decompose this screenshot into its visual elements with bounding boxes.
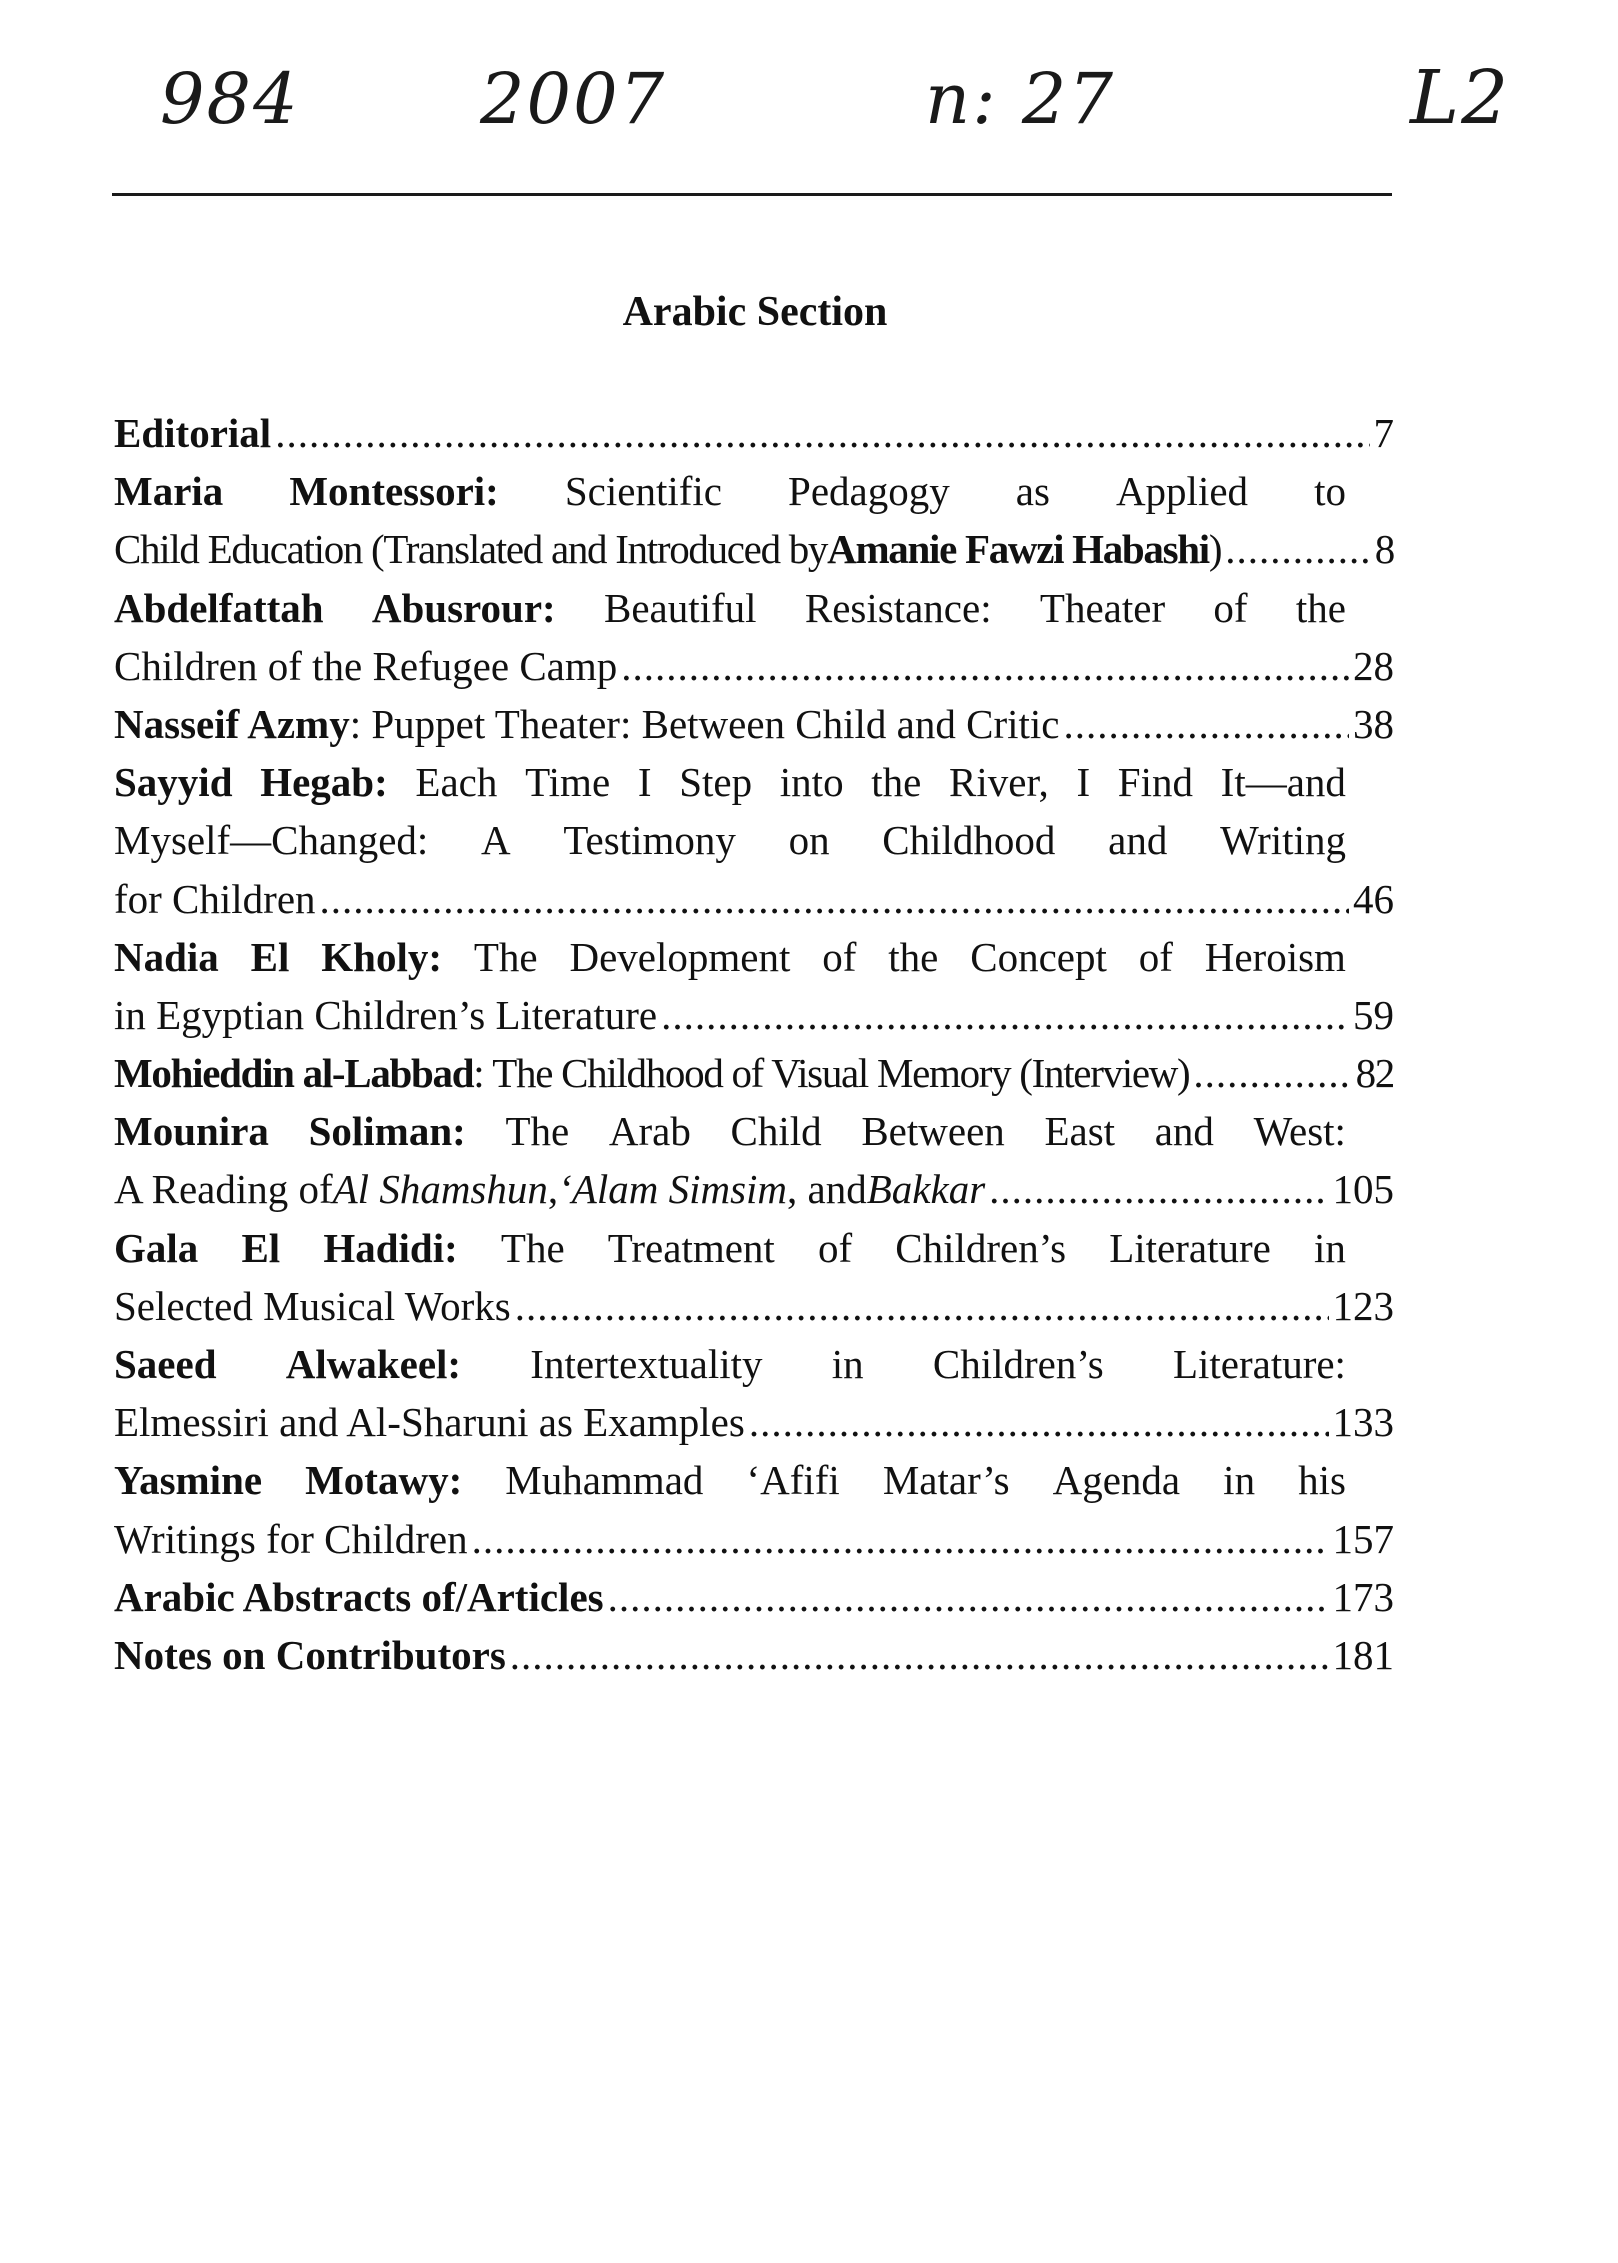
author-name-part: Abusrour: (371, 584, 556, 631)
author-name-part: El (241, 1224, 281, 1271)
dot-leader (275, 404, 1369, 462)
toc-entry-contributors (114, 1626, 1394, 1684)
title-word: Step (679, 759, 753, 806)
title-word: his (1298, 1457, 1346, 1504)
dot-leader (661, 986, 1349, 1044)
toc-entry-montessori (114, 462, 1394, 578)
author-colon: : (473, 1050, 493, 1097)
title-word: Children’s (895, 1224, 1067, 1271)
toc-entry-abstracts (114, 1568, 1394, 1626)
title-word: of (822, 933, 857, 980)
toc-entry-abusrour (114, 579, 1394, 695)
title-word: Literature: (1172, 1341, 1346, 1387)
author-name: Nasseif Azmy (114, 700, 350, 747)
title-word: Agenda (1052, 1457, 1181, 1504)
title-word: of (1213, 584, 1248, 631)
dot-leader (320, 870, 1349, 928)
author-name: Mohieddin al-Labbad (114, 1050, 474, 1097)
entry-title: Editorial (114, 410, 272, 456)
justified-line (114, 579, 1346, 637)
italic-title: ‘Alam Simsim (558, 1166, 788, 1213)
title-word: Beautiful (603, 584, 757, 631)
title-word: Treatment (607, 1224, 775, 1271)
justified-line (114, 462, 1346, 520)
dot-leader (749, 1393, 1329, 1451)
title-word: I (637, 759, 652, 806)
toc-entry-hegab (114, 753, 1394, 928)
entry-title-text: Selected Musical Works (114, 1282, 511, 1329)
title-word: The (473, 933, 538, 980)
dot-leader (515, 1277, 1329, 1335)
title-word: Find (1117, 759, 1193, 806)
entry-title-text: Writings for Children (114, 1515, 468, 1562)
dot-leader (989, 1160, 1328, 1218)
handwritten-mark: L2 (1410, 55, 1511, 141)
entry-title-text: Elmessiri and Al-Sharuni as Examples (114, 1399, 745, 1446)
handwritten-issue: n: 27 (925, 58, 1115, 140)
page-number: 173 (1332, 1573, 1394, 1620)
author-name-part: El (250, 933, 290, 980)
dot-leader (1064, 695, 1350, 753)
toc-entry-azmy (114, 695, 1394, 753)
header-rule (112, 193, 1392, 196)
justified-line (114, 811, 1346, 869)
title-word: Heroism (1204, 933, 1346, 980)
justified-line (114, 928, 1346, 986)
title-word: of (1138, 933, 1173, 980)
author-name-part: Hegab: (260, 759, 388, 806)
handwritten-call-number: 984 (160, 58, 300, 140)
dot-leader (472, 1510, 1329, 1568)
title-word: in (1314, 1224, 1346, 1271)
title-word: Pedagogy (788, 468, 950, 515)
title-word: ‘Afifi (746, 1457, 840, 1504)
author-name-part: Alwakeel: (285, 1341, 462, 1387)
author-name-part: Soliman: (308, 1108, 466, 1155)
title-word: as (1015, 468, 1050, 515)
title-word: Scientific (564, 468, 722, 515)
author-name-part: Montessori: (289, 468, 499, 515)
entry-title: Notes on Contributors (114, 1631, 506, 1678)
entry-title-text: in Egyptian Children’s Literature (114, 991, 658, 1038)
title-word: The (500, 1224, 565, 1271)
title-word: Testimony (563, 817, 736, 864)
handwritten-year: 2007 (480, 58, 667, 140)
table-of-contents (114, 404, 1394, 1684)
justified-line (114, 1451, 1346, 1509)
title-word: It—and (1220, 759, 1346, 806)
italic-title: Al Shamshun (332, 1166, 548, 1213)
entry-title-text: The Childhood of Visual Memory (Interview) (492, 1050, 1190, 1097)
author-name-part: Motawy: (305, 1457, 463, 1504)
toc-entry-el-hadidi (114, 1219, 1394, 1335)
title-word: West: (1253, 1108, 1346, 1155)
page-number: 133 (1332, 1399, 1394, 1446)
dot-leader (1225, 520, 1371, 578)
dot-leader (608, 1568, 1329, 1626)
entry-title-text: Child Education (Translated and Introduced by (114, 526, 828, 573)
title-word: Children’s (932, 1341, 1104, 1387)
page-number: 181 (1332, 1631, 1394, 1678)
author-name-part: Gala (114, 1224, 199, 1271)
separator: , (547, 1166, 559, 1213)
title-word: Arab (608, 1108, 691, 1155)
page-number: 28 (1353, 642, 1394, 689)
entry-title-text: for Children (114, 875, 316, 922)
author-name-part: Maria (114, 468, 224, 515)
title-word: in (1223, 1457, 1256, 1504)
justified-line (114, 1102, 1346, 1160)
dot-leader (510, 1626, 1329, 1684)
title-word: The (505, 1108, 570, 1155)
author-colon: : (349, 700, 372, 747)
entry-title-text: A Reading of (114, 1166, 333, 1213)
author-name-part: Mounira (114, 1108, 269, 1155)
title-word: to (1314, 468, 1346, 515)
title-word: and (1154, 1108, 1214, 1155)
page-number: 82 (1355, 1050, 1394, 1097)
entry-title-text: Puppet Theater: Between Child and Critic (371, 700, 1060, 747)
title-word: River, (949, 759, 1049, 806)
title-word: on (788, 817, 830, 864)
title-word: into (779, 759, 844, 806)
author-name-part: Sayyid (114, 759, 233, 806)
toc-entry-alwakeel (114, 1335, 1394, 1451)
entry-title-close: ) (1208, 526, 1222, 573)
page-number: 8 (1374, 526, 1394, 573)
page-number: 38 (1353, 700, 1394, 747)
title-word: the (1295, 584, 1346, 631)
title-word: of (817, 1224, 853, 1271)
author-name-part: Hadidi: (323, 1224, 458, 1271)
page-number: 46 (1353, 875, 1394, 922)
toc-entry-editorial (114, 404, 1394, 462)
dot-leader (1193, 1044, 1351, 1102)
title-word: Resistance: (804, 584, 992, 631)
title-word: Literature (1109, 1224, 1271, 1271)
title-word: Applied (1115, 468, 1249, 515)
title-word: Each (415, 759, 498, 806)
author-name-part: Nadia (114, 933, 219, 980)
author-name-part: Yasmine (114, 1457, 263, 1504)
title-word: in (831, 1341, 864, 1387)
title-word: Between (861, 1108, 1005, 1155)
title-word: Time (525, 759, 611, 806)
title-word: I (1076, 759, 1091, 806)
justified-line (114, 1335, 1346, 1393)
justified-line (114, 753, 1346, 811)
title-word: Theater (1039, 584, 1166, 631)
page-number: 59 (1353, 991, 1394, 1038)
title-word: and (1108, 817, 1168, 864)
title-word: Development (569, 933, 791, 980)
page-number: 7 (1373, 410, 1394, 456)
dot-leader (621, 637, 1349, 695)
author-name-part: Abdelfattah (114, 584, 324, 631)
title-word: Matar’s (882, 1457, 1010, 1504)
title-word: Muhammad (505, 1457, 704, 1504)
title-word: the (888, 933, 939, 980)
author-name-part: Saeed (114, 1341, 217, 1387)
title-word: Concept (970, 933, 1107, 980)
entry-title-text: Children of the Refugee Camp (114, 642, 618, 689)
toc-entry-motawy (114, 1451, 1394, 1567)
toc-entry-soliman (114, 1102, 1394, 1218)
italic-title: Bakkar (866, 1166, 986, 1213)
separator: , and (787, 1166, 867, 1213)
title-word: Intertextuality (530, 1341, 763, 1387)
title-word: Myself—Changed: (114, 817, 429, 864)
title-word: Child (730, 1108, 822, 1155)
title-word: Childhood (882, 817, 1056, 864)
author-name-part: Kholy: (321, 933, 443, 980)
title-word: A (481, 817, 511, 864)
title-word: the (871, 759, 922, 806)
page-number: 157 (1332, 1515, 1394, 1562)
toc-entry-el-kholy (114, 928, 1394, 1044)
page-number: 105 (1332, 1166, 1394, 1213)
section-heading: Arabic Section (622, 289, 888, 335)
page-number: 123 (1332, 1282, 1394, 1329)
justified-line (114, 1219, 1346, 1277)
title-word: East (1044, 1108, 1116, 1155)
translator-name: Amanie Fawzi Habashi (827, 526, 1209, 573)
title-word: Writing (1220, 817, 1346, 864)
entry-title: Arabic Abstracts of/Articles (114, 1573, 604, 1620)
toc-entry-al-labbad (114, 1044, 1394, 1102)
